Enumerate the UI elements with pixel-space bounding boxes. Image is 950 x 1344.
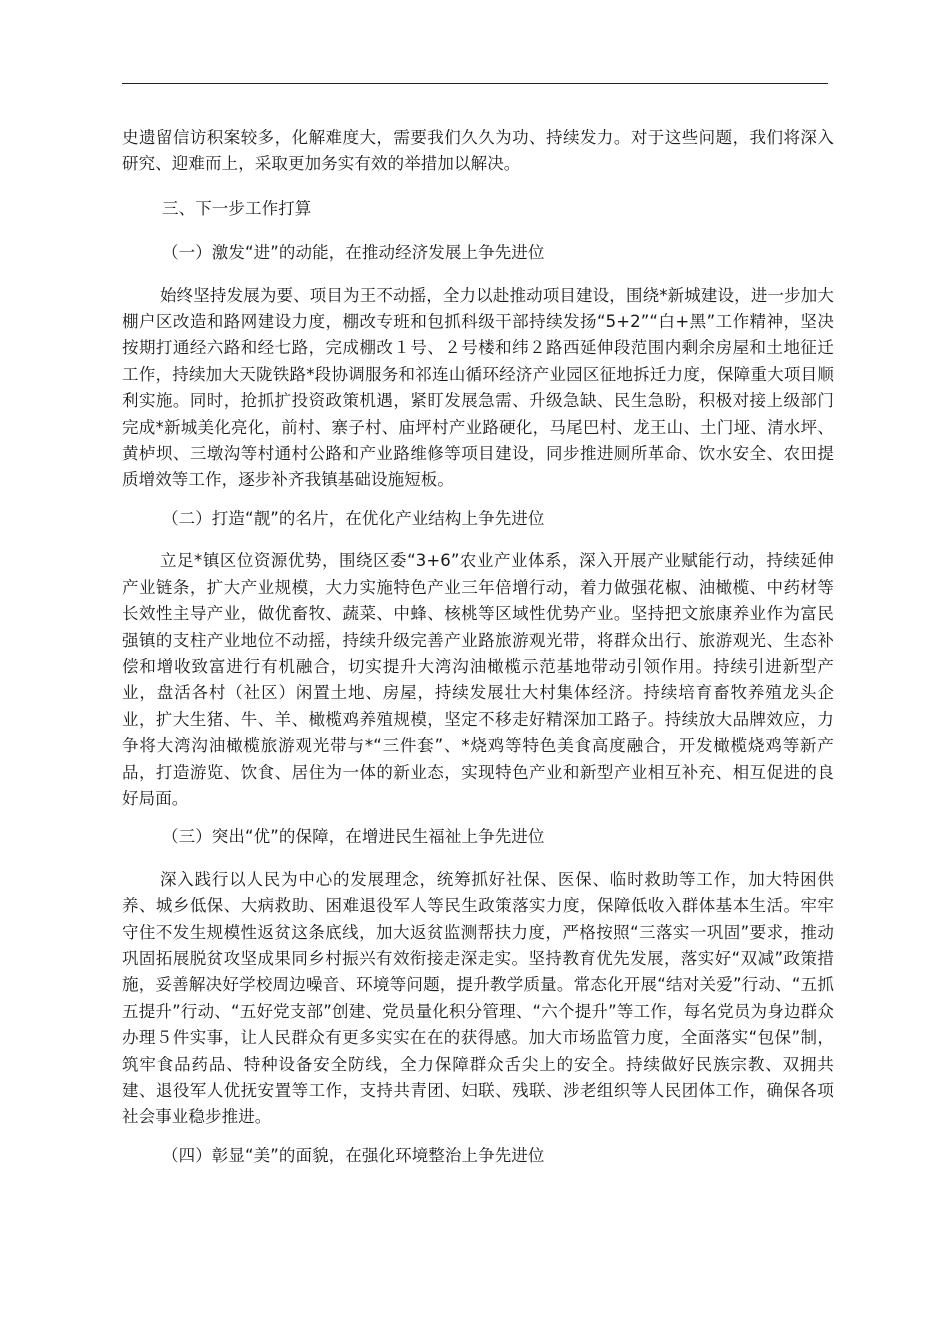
header-rule — [122, 83, 828, 84]
subheading-1: （一）激发“进”的动能，在推动经济发展上争先进位 — [162, 243, 545, 263]
subheading-2: （二）打造“靓”的名片，在优化产业结构上争先进位 — [162, 508, 545, 528]
paragraph-industry: 立足*镇区位资源优势，围绕区委“3+6”农业产业体系，深入开展产业赋能行动，持续延伸产业链条，扩大产业规模，大力实施特色产业三年倍增行动，着力做强花椒、油橄榄、中药材等长效性主导产业，做优畜牧、蔬菜、中蜂、核桃等区域性优势产业。坚持把文旅康养业作为富民强镇的支柱产业地位不动摇，持续升级完善产业路旅游观光带，将群众出行、旅游观光、生态补偿和增收致富进行有机融合，切实提升大湾沟油橄榄示范基地带动引领作用。持续引进新型产业，盘活各村（社区）闲置土地、房屋，持续发展壮大村集体经济。持续培育畜牧养殖龙头企业，扩大生猪、牛、羊、橄榄鸡养殖规模，坚定不移走好精深加工路子。持续放大品牌效应，力争将大湾沟油橄榄旅游观光带与*“三件套”、*烧鸡等特色美食高度融合，开发橄榄烧鸡等新产品，打造游览、饮食、居住为一体的新业态，实现特色产业和新型产业相互补充、相互促进的良好局面。 — [122, 551, 834, 808]
document-body — [122, 125, 834, 1185]
paragraph-intro: 史遗留信访积案较多，化解难度大，需要我们久久为功、持续发力。对于这些问题，我们将深入研究、迎难而上，采取更加务实有效的举措加以解决。 — [122, 128, 834, 174]
paragraph-livelihood: 深入践行以人民为中心的发展理念，统筹抓好社保、医保、临时救助等工作，加大特困供养、城乡低保、大病救助、困难退役军人等民生政策落实力度，保障低收入群体基本生活。牢牢守住不发生规模性返贫这条底线，加大返贫监测帮扶力度，严格按照“三落实一巩固”要求，推动巩固拓展脱贫攻坚成果同乡村振兴有效衔接走深走实。坚持教育优先发展，落实好“双减”政策措施，妥善解决好学校周边噪音、环境等问题，提升教学质量。常态化开展“结对关爱”行动、“五抓五提升”行动、“五好党支部”创建、党员量化积分管理、“六个提升”等工作，每名党员为身边群众办理５件实事，让人民群众有更多实实在在的获得感。加大市场监管力度，全面落实“包保”制，筑牢食品药品、特种设备安全防线，全力保障群众舌尖上的安全。持续做好民族宗教、双拥共建、退役军人优抚安置等工作，支持共青团、妇联、残联、涉老组织等人民团体工作，确保各项社会事业稳步推进。 — [122, 869, 834, 1127]
section-heading-next-steps: 三、下一步工作打算 — [162, 198, 312, 218]
subheading-3: （三）突出“优”的保障，在增进民生福祉上争先进位 — [162, 827, 545, 847]
subheading-4: （四）彰显“美”的面貌，在强化环境整治上争先进位 — [162, 1145, 545, 1165]
paragraph-economy: 始终坚持发展为要、项目为王不动摇，全力以赴推动项目建设，围绕*新城建设，进一步加大棚户区改造和路网建设力度，棚改专班和包抓科级干部持续发扬“5+2”“白+黑”工作精神，坚决按期打通经六路和经七路，完成棚改１号、２号楼和纬２路西延伸段范围内剩余房屋和土地征迁工作，持续加大天陇铁路*段协调服务和祁连山循环经济产业园区征地拆迁力度，保障重大项目顺利实施。同时，抢抓扩投资政策机遇，紧盯发展急需、升级急缺、民生急盼，积极对接上级部门完成*新城美化亮化，前村、寨子村、庙坪村产业路硬化，马尾巴村、龙王山、土门垭、清水坪、黄栌坝、三墩沟等村通村公路和产业路维修等项目建设，同步推进厕所革命、饮水安全、农田提质增效等工作，逐步补齐我镇基础设施短板。 — [122, 285, 834, 490]
